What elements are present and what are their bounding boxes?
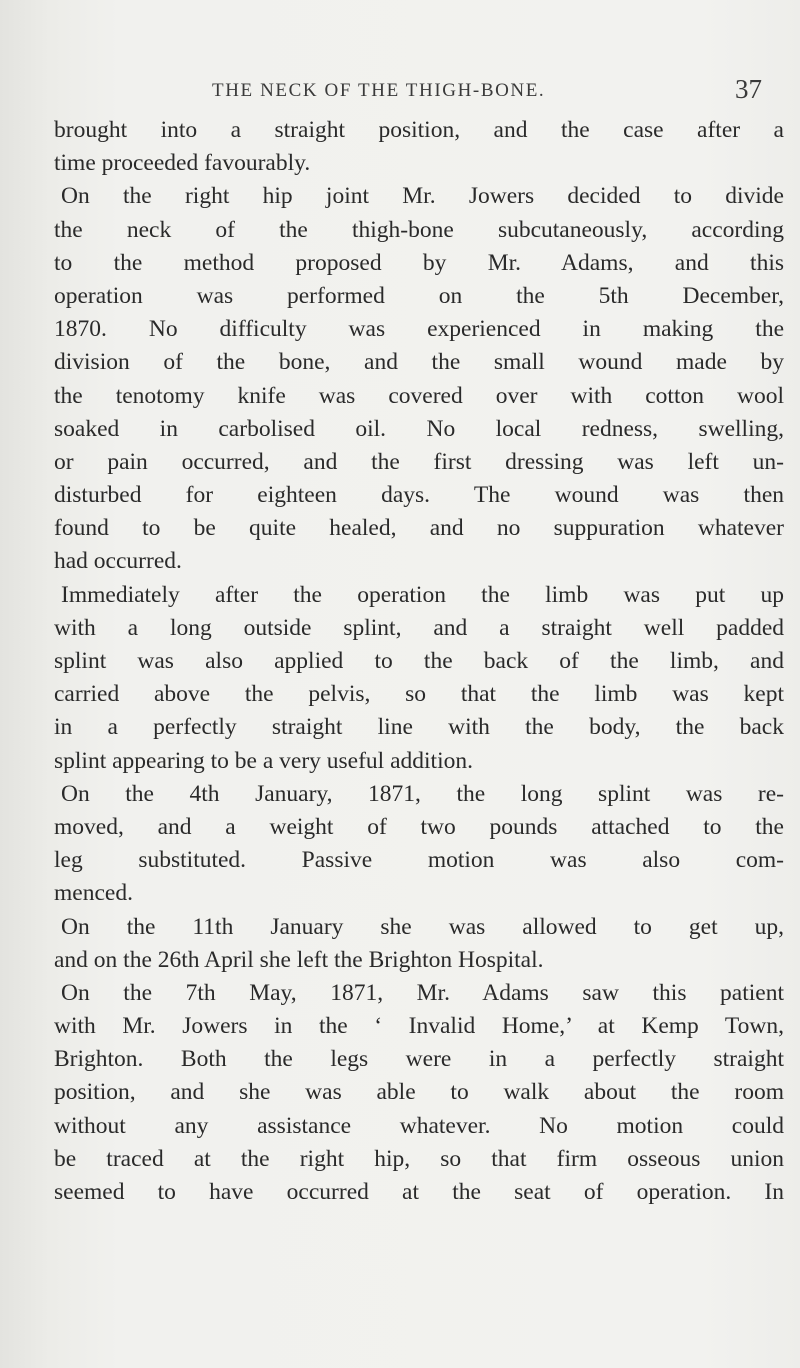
text-line: to the method proposed by Mr. Adams, and this — [54, 249, 784, 276]
text-line: seemed to have occurred at the seat of operation. In — [54, 1179, 784, 1205]
text-line: found to be quite healed, and no suppuration whatever — [54, 515, 784, 542]
text-line: with a long outside splint, and a straight well padded — [54, 614, 784, 641]
text-line: or pain occurred, and the first dressing was left un- — [54, 448, 784, 475]
text-line: splint was also applied to the back of the limb, and — [54, 648, 784, 674]
text-line: On the right hip joint Mr. Jowers decided to divide — [61, 183, 784, 210]
text-line: soaked in carbolised oil. No local redness, swelling, — [54, 415, 784, 442]
text-line: carried above the pelvis, so that the limb was kept — [54, 681, 784, 708]
text-line: position, and she was able to walk about the room — [54, 1079, 784, 1106]
text-line: Immediately after the operation the limb was put up — [61, 581, 784, 608]
text-line: the neck of the thigh-bone subcutaneously, according — [54, 216, 784, 243]
body-text — [54, 114, 784, 1209]
page-number: 37 — [735, 74, 762, 104]
text-line: division of the bone, and the small wound made by — [54, 349, 784, 376]
text-line: in a perfectly straight line with the body, the back — [54, 714, 784, 741]
text-line: leg substituted. Passive motion was also com- — [54, 847, 784, 874]
text-line: brought into a straight position, and the case after a — [54, 117, 784, 143]
text-line: operation was performed on the 5th December, — [54, 282, 784, 309]
text-line: menced. — [54, 880, 133, 907]
text-line: be traced at the right hip, so that firm osseous union — [54, 1145, 784, 1172]
text-line: 1870. No difficulty was experienced in making the — [54, 316, 784, 343]
running-head: THE NECK OF THE THIGH-BONE. — [212, 80, 546, 101]
text-line: time proceeded favourably. — [54, 150, 311, 177]
page-header — [0, 74, 800, 110]
text-line: and on the 26th April she left the Brighton Hospital. — [54, 946, 544, 973]
text-line: without any assistance whatever. No motion could — [54, 1112, 784, 1139]
text-line: On the 4th January, 1871, the long splint was re- — [61, 780, 784, 807]
text-line: disturbed for eighteen days. The wound was then — [54, 482, 784, 509]
text-line: the tenotomy knife was covered over with cotton wool — [54, 382, 784, 409]
text-line: had occurred. — [54, 548, 182, 575]
text-line: splint appearing to be a very useful addition. — [54, 747, 473, 774]
text-line: On the 11th January she was allowed to get up, — [61, 913, 784, 940]
text-line: Brighton. Both the legs were in a perfectly straight — [54, 1046, 784, 1073]
text-line: moved, and a weight of two pounds attached to the — [54, 813, 784, 840]
text-line: with Mr. Jowers in the ‘ Invalid Home,’ at Kemp Town, — [54, 1013, 784, 1040]
text-line: On the 7th May, 1871, Mr. Adams saw this patient — [61, 979, 784, 1006]
